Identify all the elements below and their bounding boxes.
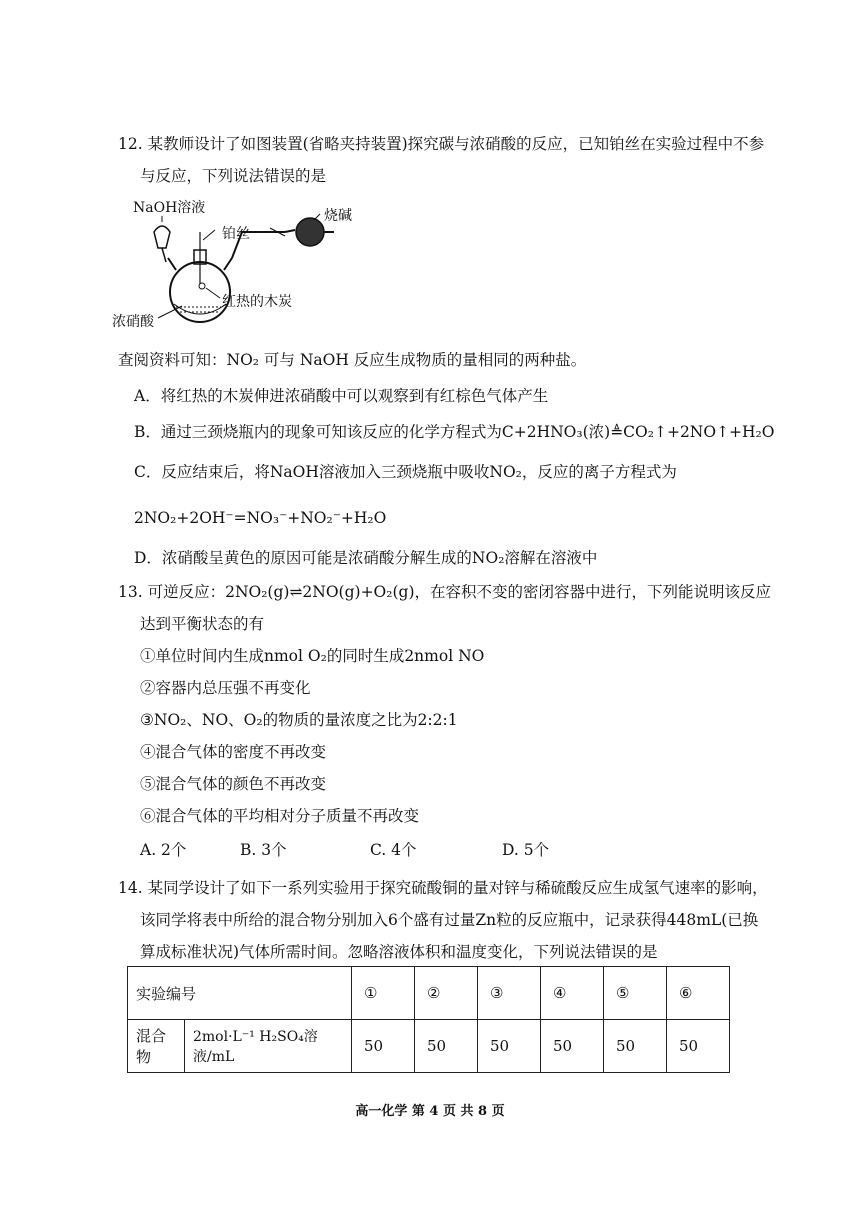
table-col-4: ④: [541, 967, 604, 1020]
label-conc-nitric-acid: 浓硝酸: [112, 314, 154, 330]
q13-item-2: ②容器内总压强不再变化: [140, 679, 311, 697]
table-col-5: ⑤: [604, 967, 667, 1020]
table-cell: 50: [541, 1020, 604, 1073]
label-hot-charcoal: 红热的木炭: [222, 294, 292, 310]
table-cell: 50: [667, 1020, 730, 1073]
table-col-3: ③: [478, 967, 541, 1020]
q13-option-d: D. 5个: [502, 841, 550, 859]
table-cell: 50: [415, 1020, 478, 1073]
q12-option-c-equation: 2NO₂+2OH⁻=NO₃⁻+NO₂⁻+H₂O: [134, 509, 387, 527]
q12-option-a: A．将红热的木炭伸进浓硝酸中可以观察到有红棕色气体产生: [134, 387, 549, 405]
label-platinum-wire: 铂丝: [222, 226, 250, 242]
table-row-label: 混合物: [128, 1020, 185, 1073]
table-header-label: 实验编号: [128, 967, 352, 1020]
q13-option-a: A. 2个: [140, 841, 187, 859]
page-footer: 高一化学 第 4 页 共 8 页: [355, 1104, 505, 1119]
table-row-sublabel: 2mol·L⁻¹ H₂SO₄溶液/mL: [185, 1020, 352, 1073]
q12-option-d: D．浓硝酸呈黄色的原因可能是浓硝酸分解生成的NO₂溶解在溶液中: [134, 549, 598, 567]
q13-item-6: ⑥混合气体的平均相对分子质量不再改变: [140, 807, 420, 825]
q14-stem-line2: 该同学将表中所给的混合物分别加入6个盛有过量Zn粒的反应瓶中，记录获得448mL(已换: [140, 911, 759, 929]
table-cell: 50: [352, 1020, 415, 1073]
q12-info: 查阅资料可知：NO₂ 可与 NaOH 反应生成物质的量相同的两种盐。: [118, 351, 587, 369]
label-caustic-soda: 烧碱: [324, 208, 352, 224]
table-cell: 50: [604, 1020, 667, 1073]
q13-item-1: ①单位时间内生成nmol O₂的同时生成2nmol NO: [140, 647, 485, 665]
q12-option-c: C．反应结束后，将NaOH溶液加入三颈烧瓶中吸收NO₂，反应的离子方程式为: [134, 463, 677, 481]
table-row: [128, 1020, 730, 1073]
q12-stem-line2: 与反应，下列说法错误的是: [140, 167, 327, 185]
q13-item-3: ③NO₂、NO、O₂的物质的量浓度之比为2:2:1: [140, 711, 458, 729]
table-col-6: ⑥: [667, 967, 730, 1020]
q13-option-c: C. 4个: [370, 841, 417, 859]
q12-option-b: B．通过三颈烧瓶内的现象可知该反应的化学方程式为C+2HNO₃(浓)≜CO₂↑+2NO↑+H₂O: [134, 423, 775, 441]
table-col-2: ②: [415, 967, 478, 1020]
experiment-table: [127, 966, 730, 1073]
label-naoh-solution: NaOH溶液: [133, 200, 206, 216]
q13-stem-line2: 达到平衡状态的有: [140, 615, 265, 633]
table-cell: 50: [478, 1020, 541, 1073]
q13-item-5: ⑤混合气体的颜色不再改变: [140, 775, 327, 793]
table-col-1: ①: [352, 967, 415, 1020]
q13-item-4: ④混合气体的密度不再改变: [140, 743, 327, 761]
q14-stem-line1: 14. 某同学设计了如下一系列实验用于探究硫酸铜的量对锌与稀硫酸反应生成氢气速率的影响，: [118, 879, 768, 897]
q13-stem-line1: 13. 可逆反应：2NO₂(g)⇌2NO(g)+O₂(g)，在容积不变的密闭容器中进行，下列能说明该反应: [118, 583, 772, 601]
q12-stem-line1: 12. 某教师设计了如图装置(省略夹持装置)探究碳与浓硝酸的反应，已知铂丝在实验过程中不参: [118, 135, 765, 153]
q13-option-b: B. 3个: [240, 841, 287, 859]
table-header-row: [128, 967, 730, 1020]
q14-stem-line3: 算成标准状况)气体所需时间。忽略溶液体积和温度变化，下列说法错误的是: [140, 943, 658, 961]
